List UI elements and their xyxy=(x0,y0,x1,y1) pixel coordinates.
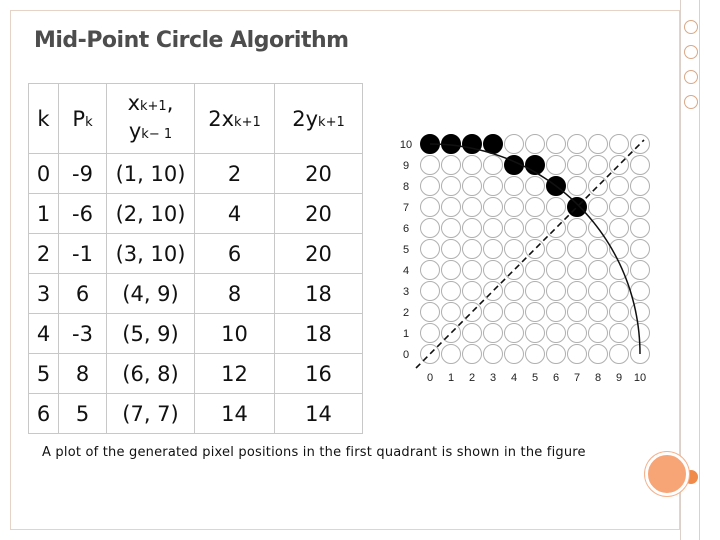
slide-caption: A plot of the generated pixel positions in the first quadrant is shown in the figure xyxy=(42,445,586,460)
cell-2y: 16 xyxy=(275,354,363,394)
grid-pixel xyxy=(631,240,650,259)
grid-pixel xyxy=(526,135,545,154)
cell-p: 6 xyxy=(59,274,107,314)
x-tick-label: 5 xyxy=(531,372,539,384)
cell-2x: 12 xyxy=(195,354,275,394)
table-row xyxy=(29,154,363,194)
grid-pixel xyxy=(589,345,608,364)
grid-pixel xyxy=(568,324,587,343)
grid-pixel xyxy=(568,219,587,238)
grid-pixel xyxy=(442,198,461,217)
x-tick-label: 6 xyxy=(552,372,560,384)
grid-pixel xyxy=(526,240,545,259)
grid-pixel xyxy=(526,303,545,322)
y-tick-label: 3 xyxy=(402,286,410,298)
grid-pixel xyxy=(610,177,629,196)
grid-pixel xyxy=(610,198,629,217)
grid-pixel xyxy=(463,156,482,175)
grid-pixel xyxy=(589,303,608,322)
x-tick-label: 0 xyxy=(426,372,434,384)
grid-pixel xyxy=(505,303,524,322)
grid-pixel xyxy=(547,198,566,217)
grid-pixel xyxy=(463,282,482,301)
x-tick-label: 3 xyxy=(489,372,497,384)
cell-xy: (7, 7) xyxy=(107,394,195,434)
grid-pixel xyxy=(547,324,566,343)
cell-2x: 14 xyxy=(195,394,275,434)
grid-pixel xyxy=(526,219,545,238)
grid-pixel xyxy=(442,303,461,322)
cell-xy: (2, 10) xyxy=(107,194,195,234)
grid-pixel xyxy=(463,198,482,217)
x-tick-label: 1 xyxy=(447,372,455,384)
selected-pixel xyxy=(568,198,587,217)
table-row xyxy=(29,234,363,274)
grid-pixel xyxy=(505,177,524,196)
cell-k: 6 xyxy=(29,394,59,434)
grid-pixel xyxy=(442,177,461,196)
y-tick-label: 0 xyxy=(402,349,410,361)
grid-pixel xyxy=(526,282,545,301)
grid-pixel xyxy=(589,240,608,259)
y-tick-label: 4 xyxy=(402,265,410,277)
grid-pixel xyxy=(484,324,503,343)
decor-circle xyxy=(684,45,698,59)
cell-xy: (3, 10) xyxy=(107,234,195,274)
grid-pixel xyxy=(463,303,482,322)
header-2y: 2yk+1 xyxy=(275,84,363,154)
cell-k: 4 xyxy=(29,314,59,354)
grid-pixel xyxy=(568,303,587,322)
x-tick-label: 7 xyxy=(573,372,581,384)
table-row xyxy=(29,354,363,394)
grid-pixel xyxy=(547,303,566,322)
decor-circle xyxy=(684,70,698,84)
y-tick-label: 7 xyxy=(402,202,410,214)
grid-pixel xyxy=(610,282,629,301)
grid-pixel xyxy=(526,177,545,196)
grid-pixel xyxy=(421,177,440,196)
header-2x: 2xk+1 xyxy=(195,84,275,154)
x-tick-label: 4 xyxy=(510,372,518,384)
cell-xy: (1, 10) xyxy=(107,154,195,194)
cell-2y: 20 xyxy=(275,194,363,234)
x-tick-label: 2 xyxy=(468,372,476,384)
table-row xyxy=(29,314,363,354)
y-tick-label: 2 xyxy=(402,307,410,319)
grid-pixel xyxy=(589,177,608,196)
cell-p: -1 xyxy=(59,234,107,274)
table-row xyxy=(29,194,363,234)
cell-2y: 18 xyxy=(275,274,363,314)
cell-k: 5 xyxy=(29,354,59,394)
grid-pixel xyxy=(505,240,524,259)
grid-pixel xyxy=(421,240,440,259)
grid-pixel xyxy=(589,198,608,217)
cell-xy: (4, 9) xyxy=(107,274,195,314)
cell-p: -9 xyxy=(59,154,107,194)
cell-2x: 6 xyxy=(195,234,275,274)
grid-pixel xyxy=(484,219,503,238)
header-k: k xyxy=(29,84,59,154)
grid-pixel xyxy=(463,240,482,259)
grid-pixel xyxy=(568,261,587,280)
grid-pixel xyxy=(568,156,587,175)
cell-k: 2 xyxy=(29,234,59,274)
grid-pixel xyxy=(568,177,587,196)
grid-pixel xyxy=(547,261,566,280)
grid-pixel xyxy=(421,324,440,343)
grid-pixel xyxy=(442,261,461,280)
y-tick-label: 5 xyxy=(402,244,410,256)
grid-pixel xyxy=(484,198,503,217)
grid-pixel xyxy=(505,345,524,364)
cell-k: 3 xyxy=(29,274,59,314)
selected-pixel xyxy=(484,135,503,154)
decor-circle xyxy=(684,20,698,34)
grid-pixel xyxy=(526,261,545,280)
grid-pixel xyxy=(442,345,461,364)
grid-pixel xyxy=(505,282,524,301)
cell-p: -6 xyxy=(59,194,107,234)
grid-pixel xyxy=(463,324,482,343)
grid-pixel xyxy=(610,156,629,175)
grid-pixel xyxy=(631,177,650,196)
grid-pixel xyxy=(547,219,566,238)
grid-pixel xyxy=(442,240,461,259)
grid-pixel xyxy=(526,324,545,343)
cell-2y: 20 xyxy=(275,154,363,194)
grid-pixel xyxy=(463,177,482,196)
grid-pixel xyxy=(421,303,440,322)
grid-pixel xyxy=(631,282,650,301)
y-tick-label: 1 xyxy=(402,328,410,340)
grid-pixel xyxy=(421,282,440,301)
decor-big-circle xyxy=(645,452,689,496)
grid-pixel xyxy=(484,261,503,280)
grid-pixel xyxy=(526,198,545,217)
grid-pixel xyxy=(568,282,587,301)
grid-pixel xyxy=(463,345,482,364)
grid-pixel xyxy=(505,135,524,154)
grid-pixel xyxy=(568,135,587,154)
grid-pixel xyxy=(484,156,503,175)
cell-2y: 18 xyxy=(275,314,363,354)
cell-2y: 20 xyxy=(275,234,363,274)
grid-pixel xyxy=(610,303,629,322)
header-xy: xk+1, yk− 1 xyxy=(107,84,195,154)
cell-p: 8 xyxy=(59,354,107,394)
grid-pixel xyxy=(568,240,587,259)
grid-pixel xyxy=(589,282,608,301)
decor-circle xyxy=(684,95,698,109)
grid-pixel xyxy=(631,198,650,217)
cell-2x: 4 xyxy=(195,194,275,234)
grid-pixel xyxy=(610,345,629,364)
table-row xyxy=(29,274,363,314)
grid-pixel xyxy=(505,324,524,343)
y-tick-label: 10 xyxy=(399,139,413,151)
y-tick-label: 8 xyxy=(402,181,410,193)
grid-pixel xyxy=(442,282,461,301)
grid-pixel xyxy=(631,135,650,154)
grid-pixel xyxy=(442,219,461,238)
table-header-row xyxy=(29,84,363,154)
cell-k: 0 xyxy=(29,154,59,194)
grid-pixel xyxy=(589,135,608,154)
cell-p: 5 xyxy=(59,394,107,434)
grid-pixel xyxy=(631,219,650,238)
grid-pixel xyxy=(547,135,566,154)
y-tick-label: 9 xyxy=(402,160,410,172)
grid-pixel xyxy=(484,240,503,259)
algorithm-table xyxy=(28,83,363,434)
grid-pixel xyxy=(568,345,587,364)
grid-pixel xyxy=(631,303,650,322)
grid-pixel xyxy=(421,198,440,217)
grid-pixel xyxy=(421,261,440,280)
cell-2x: 10 xyxy=(195,314,275,354)
grid-pixel xyxy=(421,156,440,175)
selected-pixel xyxy=(463,135,482,154)
grid-pixel xyxy=(505,219,524,238)
grid-pixel xyxy=(547,345,566,364)
x-tick-label: 8 xyxy=(594,372,602,384)
grid-pixel xyxy=(505,261,524,280)
grid-pixel xyxy=(505,198,524,217)
slide-title: Mid-Point Circle Algorithm xyxy=(34,28,349,53)
pixel-plot xyxy=(396,128,666,398)
table-row xyxy=(29,394,363,434)
grid-pixel xyxy=(421,219,440,238)
x-tick-label: 10 xyxy=(633,372,647,384)
grid-pixel xyxy=(631,261,650,280)
grid-pixel xyxy=(589,261,608,280)
cell-xy: (5, 9) xyxy=(107,314,195,354)
y-tick-label: 6 xyxy=(402,223,410,235)
grid-pixel xyxy=(526,345,545,364)
grid-pixel xyxy=(484,345,503,364)
grid-pixel xyxy=(547,282,566,301)
grid-pixel xyxy=(610,135,629,154)
grid-pixel xyxy=(610,324,629,343)
grid-pixel xyxy=(484,177,503,196)
grid-pixel xyxy=(484,303,503,322)
grid-pixel xyxy=(589,156,608,175)
grid-pixel xyxy=(631,156,650,175)
grid-pixel xyxy=(463,261,482,280)
cell-p: -3 xyxy=(59,314,107,354)
cell-2x: 8 xyxy=(195,274,275,314)
grid-pixel xyxy=(442,156,461,175)
header-pk: Pk xyxy=(59,84,107,154)
grid-pixel xyxy=(484,282,503,301)
cell-2y: 14 xyxy=(275,394,363,434)
grid-pixel xyxy=(589,324,608,343)
grid-pixel xyxy=(547,240,566,259)
grid-pixel xyxy=(463,219,482,238)
grid-pixel xyxy=(547,156,566,175)
grid-pixel xyxy=(610,219,629,238)
cell-2x: 2 xyxy=(195,154,275,194)
cell-k: 1 xyxy=(29,194,59,234)
x-tick-label: 9 xyxy=(615,372,623,384)
cell-xy: (6, 8) xyxy=(107,354,195,394)
